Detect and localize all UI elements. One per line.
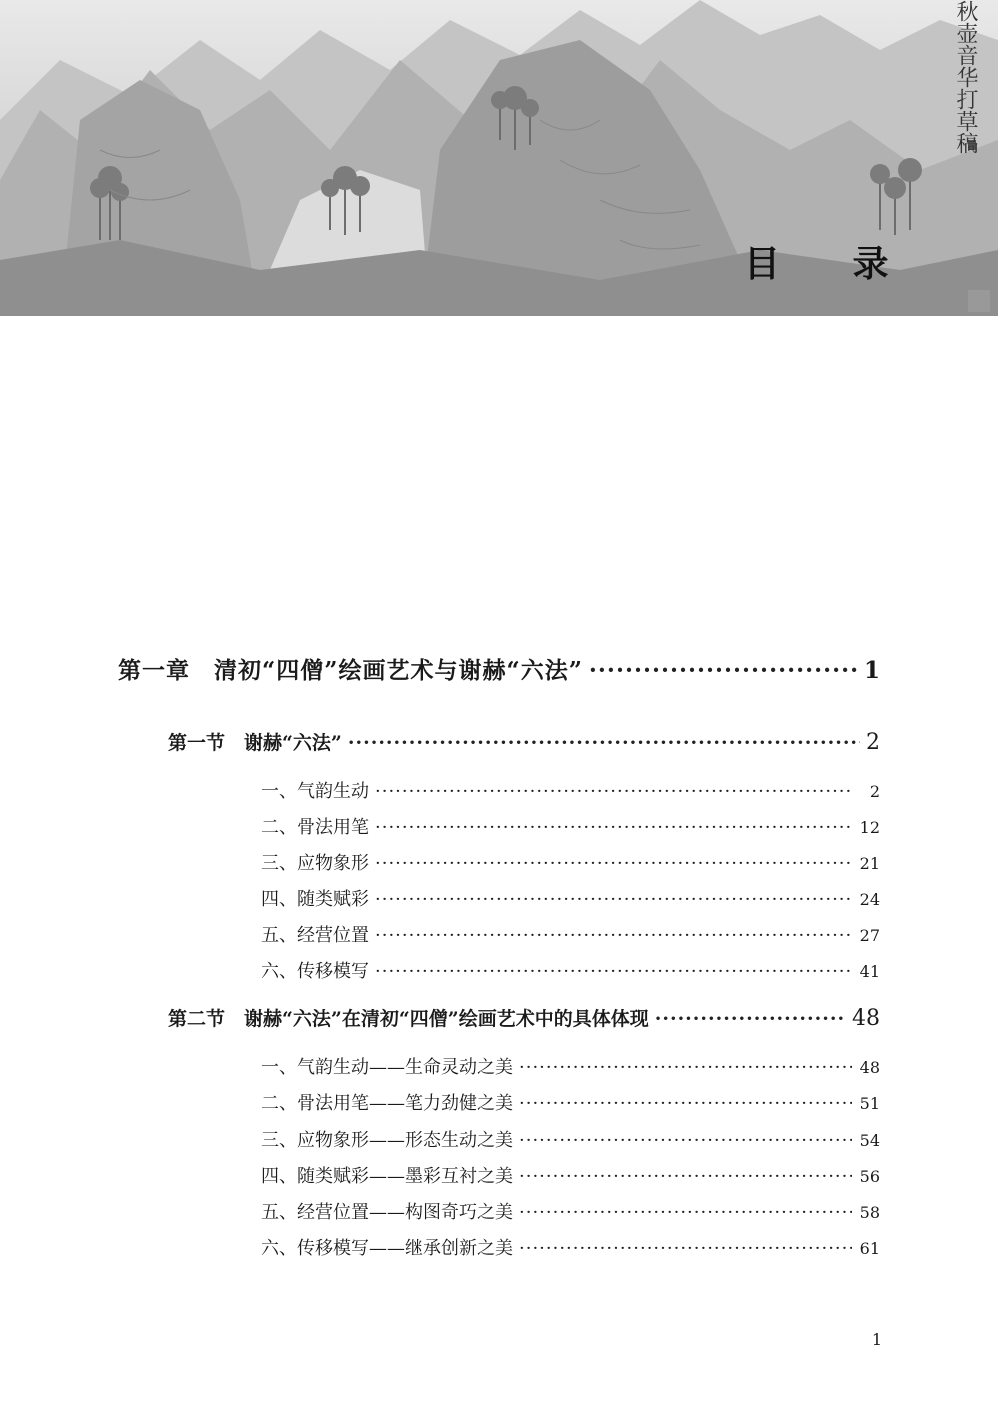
toc-item[interactable] — [261, 1162, 880, 1188]
dot-leader — [519, 1093, 852, 1114]
toc-section-label: 第一节 谢赫“六法” — [168, 732, 342, 754]
toc-item[interactable] — [261, 1198, 880, 1224]
toc-page-number: 56 — [859, 1167, 880, 1186]
toc-item[interactable] — [261, 921, 880, 947]
toc-item[interactable] — [261, 813, 880, 839]
toc-section-label: 第二节 谢赫“六法”在清初“四僧”绘画艺术中的具体体现 — [168, 1008, 649, 1030]
dot-leader — [519, 1057, 852, 1078]
dot-leader — [519, 1130, 852, 1151]
dot-leader — [375, 889, 852, 910]
dot-leader — [375, 961, 852, 982]
toc-item-label: 五、经营位置 — [261, 925, 369, 946]
dot-leader — [589, 657, 858, 684]
toc-chapter-label: 第一章 清初“四僧”绘画艺术与谢赫“六法” — [118, 657, 583, 684]
toc-item-label: 二、骨法用笔 — [261, 817, 369, 838]
toc-chapter-1[interactable] — [118, 652, 880, 685]
toc-page-number: 51 — [859, 1094, 880, 1113]
toc-page-number: 2 — [869, 782, 880, 801]
toc-item-label: 三、应物象形 — [261, 853, 369, 874]
footer-page-number: 1 — [871, 1330, 882, 1349]
toc-page-number: 1 — [863, 657, 880, 684]
toc-page-number: 2 — [866, 730, 880, 755]
toc-section-1[interactable] — [168, 728, 880, 755]
toc-item-label: 三、应物象形——形态生动之美 — [261, 1130, 513, 1151]
dot-leader — [655, 1008, 846, 1030]
toc-page-number: 54 — [859, 1131, 880, 1150]
toc-item[interactable] — [261, 1089, 880, 1115]
toc-page-number: 24 — [859, 890, 880, 909]
toc-item[interactable] — [261, 849, 880, 875]
toc-page-number: 58 — [859, 1203, 880, 1222]
toc-item[interactable] — [261, 1126, 880, 1152]
dot-leader — [375, 817, 852, 838]
toc-page-number: 41 — [859, 962, 880, 981]
toc-item-label: 六、传移模写——继承创新之美 — [261, 1238, 513, 1259]
toc-item-label: 六、传移模写 — [261, 961, 369, 982]
dot-leader — [375, 853, 852, 874]
toc-page-number: 61 — [859, 1239, 880, 1258]
toc-item[interactable] — [261, 1234, 880, 1260]
toc-page-number: 48 — [852, 1006, 880, 1031]
toc-item-label: 五、经营位置——构图奇巧之美 — [261, 1202, 513, 1223]
toc-page-number: 27 — [859, 926, 880, 945]
dot-leader — [519, 1166, 852, 1187]
toc-page-number: 48 — [859, 1058, 880, 1077]
page-title: 目 录 — [744, 244, 919, 285]
header-landscape-banner — [0, 0, 998, 316]
calligraphy-inscription: 秋壶音华打草稿 — [953, 0, 978, 154]
toc-item[interactable] — [261, 957, 880, 983]
toc-item-label: 一、气韵生动 — [261, 781, 369, 802]
toc-item-label: 二、骨法用笔——笔力劲健之美 — [261, 1093, 513, 1114]
toc-item-label: 一、气韵生动——生命灵动之美 — [261, 1057, 513, 1078]
toc-section-2[interactable] — [168, 1004, 880, 1031]
toc-item[interactable] — [261, 885, 880, 911]
dot-leader — [375, 781, 852, 802]
toc-item[interactable] — [261, 1053, 880, 1079]
toc-item-label: 四、随类赋彩 — [261, 889, 369, 910]
toc-item-label: 四、随类赋彩——墨彩互衬之美 — [261, 1166, 513, 1187]
toc-page-number: 21 — [859, 854, 880, 873]
dot-leader — [519, 1202, 852, 1223]
dot-leader — [375, 925, 852, 946]
dot-leader — [519, 1238, 852, 1259]
toc-page-number: 12 — [859, 818, 880, 837]
toc-item[interactable] — [261, 777, 880, 803]
dot-leader — [348, 732, 860, 754]
